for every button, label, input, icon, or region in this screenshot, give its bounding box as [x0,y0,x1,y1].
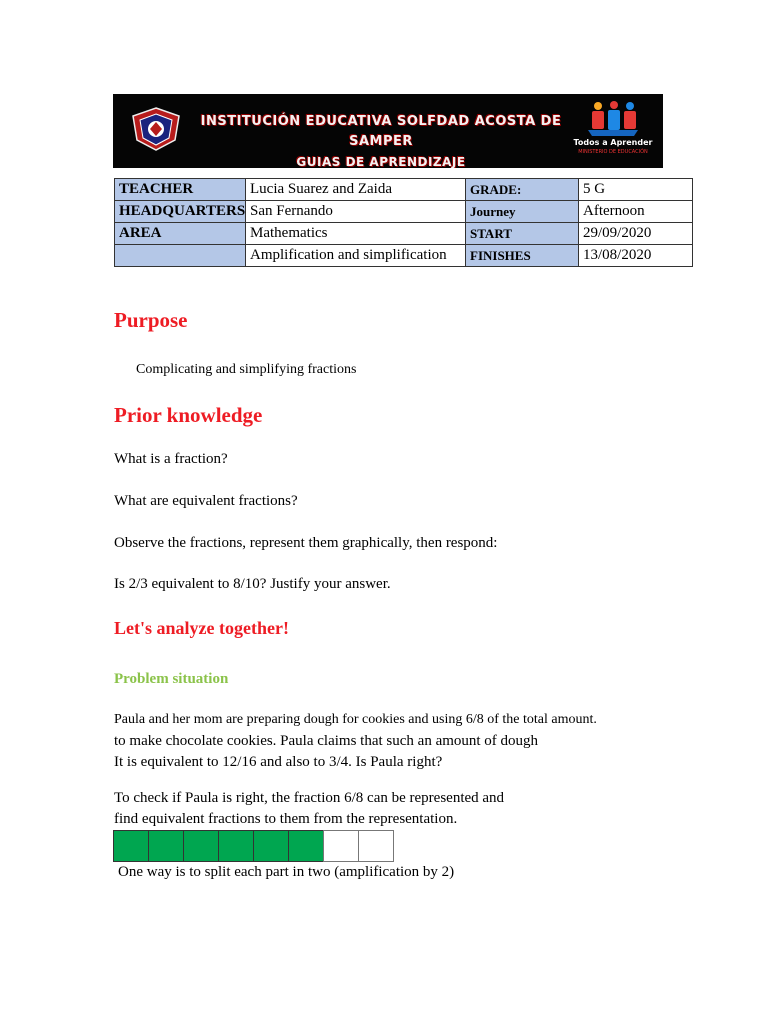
prior-knowledge-heading: Prior knowledge [114,403,263,427]
finishes-value: 13/08/2020 [579,245,693,267]
journey-value: Afternoon [579,201,693,223]
start-value: 29/09/2020 [579,223,693,245]
amplification-caption: One way is to split each part in two (amplification by 2) [118,864,455,880]
question-what-is-fraction: What is a fraction? [114,451,228,467]
headquarters-value: San Fernando [246,201,466,223]
problem-line-2: to make chocolate cookies. Paula claims that such an amount of dough [114,733,539,749]
teacher-value: Lucia Suarez and Zaida [246,179,466,201]
finishes-label: FINISHES [466,245,579,267]
fraction-part-filled [218,830,254,862]
fraction-part-filled [148,830,184,862]
right-logo-text: Todos a Aprender [573,138,653,147]
fraction-part-filled [253,830,289,862]
figures-icon [568,100,658,138]
fraction-part-empty [358,830,394,862]
grade-value: 5 G [579,179,693,201]
area-label: AREA [115,223,246,245]
area-value: Mathematics [246,223,466,245]
header-banner [113,94,663,168]
topic-value: Amplification and simplification [246,245,466,267]
fraction-part-filled [113,830,149,862]
purpose-item-text: Complicating and simplifying fractions [136,362,357,377]
table-row [115,223,693,245]
problem-line-1: Paula and her mom are preparing dough for cookies and using 6/8 of the total amount. [114,712,597,727]
fraction-part-empty [323,830,359,862]
problem-line-3: It is equivalent to 12/16 and also to 3/4. Is Paula right? [114,754,443,770]
info-table [114,178,693,267]
problem-situation-heading: Problem situation [114,671,229,687]
question-equivalent-fractions: What are equivalent fractions? [114,493,298,509]
fraction-part-filled [288,830,324,862]
start-label: START [466,223,579,245]
table-row [115,179,693,201]
banner-title-line1: INSTITUCIÓN EDUCATIVA SOLFDAD ACOSTA DE SAMPER [200,114,562,149]
headquarters-label: HEADQUARTERS [115,201,246,223]
table-row [115,245,693,267]
analyze-heading: Let's analyze together! [114,618,289,638]
grade-label: GRADE: [466,179,579,201]
purpose-heading: Purpose [114,308,188,332]
banner-title [191,112,571,168]
banner-title-line2: GUIAS DE APRENDIZAJE [296,155,466,168]
check-line-1: To check if Paula is right, the fraction 6/8 can be represented and [114,790,505,806]
instruction-observe: Observe the fractions, represent them graphically, then respond: [114,535,498,551]
check-line-2: find equivalent fractions to them from the representation. [114,811,458,827]
journey-label: Journey [466,201,579,223]
right-logo-subtext: MINISTERIO DE EDUCACIÓN [578,149,648,155]
purpose-item [136,362,356,378]
table-row [115,201,693,223]
empty-label-cell [115,245,246,267]
question-2-3-vs-8-10: Is 2/3 equivalent to 8/10? Justify your answer. [114,576,391,592]
school-crest-icon [129,106,183,152]
fraction-part-filled [183,830,219,862]
teacher-label: TEACHER [115,179,246,201]
fraction-bar-6-8 [114,830,394,862]
todos-a-aprender-logo [568,100,658,164]
